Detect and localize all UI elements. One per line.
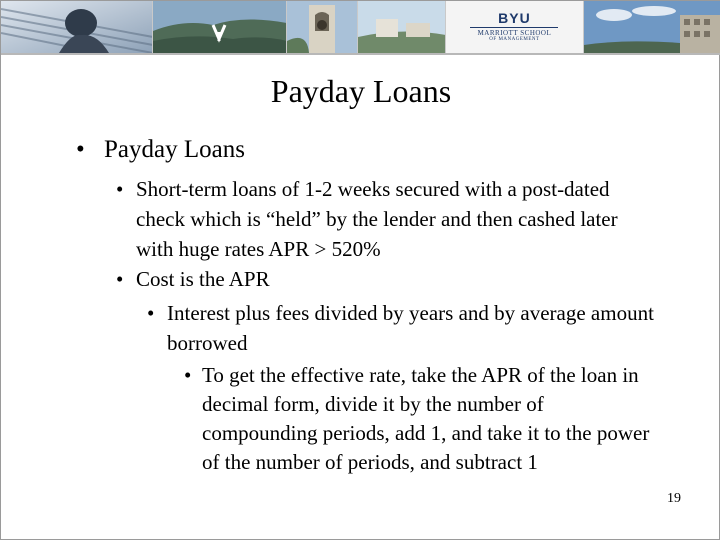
banner-photo-tower xyxy=(287,1,358,53)
bullet-dot: • xyxy=(116,267,124,291)
banner-photo-statue xyxy=(1,1,153,53)
byu-marriott-logo xyxy=(446,1,584,53)
bullet-dot: • xyxy=(147,301,155,325)
slide-title: Payday Loans xyxy=(270,73,452,109)
bullet-dot: • xyxy=(76,136,85,163)
bullet-text: Short-term loans of 1-2 weeks secured with a post-dated check which is “held” by the lender and then cashed later with huge rates APR > 520% xyxy=(136,177,618,261)
school-name: MARRIOTT SCHOOL xyxy=(477,29,552,37)
logo-divider xyxy=(470,27,558,28)
banner-photo-building xyxy=(584,1,720,53)
bullet-text: To get the effective rate, take the APR of the loan in decimal form, divide it by the number of compounding periods, add 1, and take it to the power of the number of periods, and subtract 1 xyxy=(202,363,650,474)
bullet-text: Cost is the APR xyxy=(136,267,270,291)
slide-page-number: 19 xyxy=(667,491,681,506)
bullet-dot: • xyxy=(116,177,124,201)
bullet-text: Interest plus fees divided by years and by average amount borrowed xyxy=(167,301,654,355)
school-suffix: OF MANAGEMENT xyxy=(489,37,540,42)
banner-photo-campus xyxy=(358,1,446,53)
banner-photo-y-mountain xyxy=(153,1,287,53)
bullet-dot: • xyxy=(184,363,192,387)
byu-wordmark: BYU xyxy=(498,10,531,26)
header-banner xyxy=(1,1,720,55)
bullet-text: Payday Loans xyxy=(104,136,245,163)
